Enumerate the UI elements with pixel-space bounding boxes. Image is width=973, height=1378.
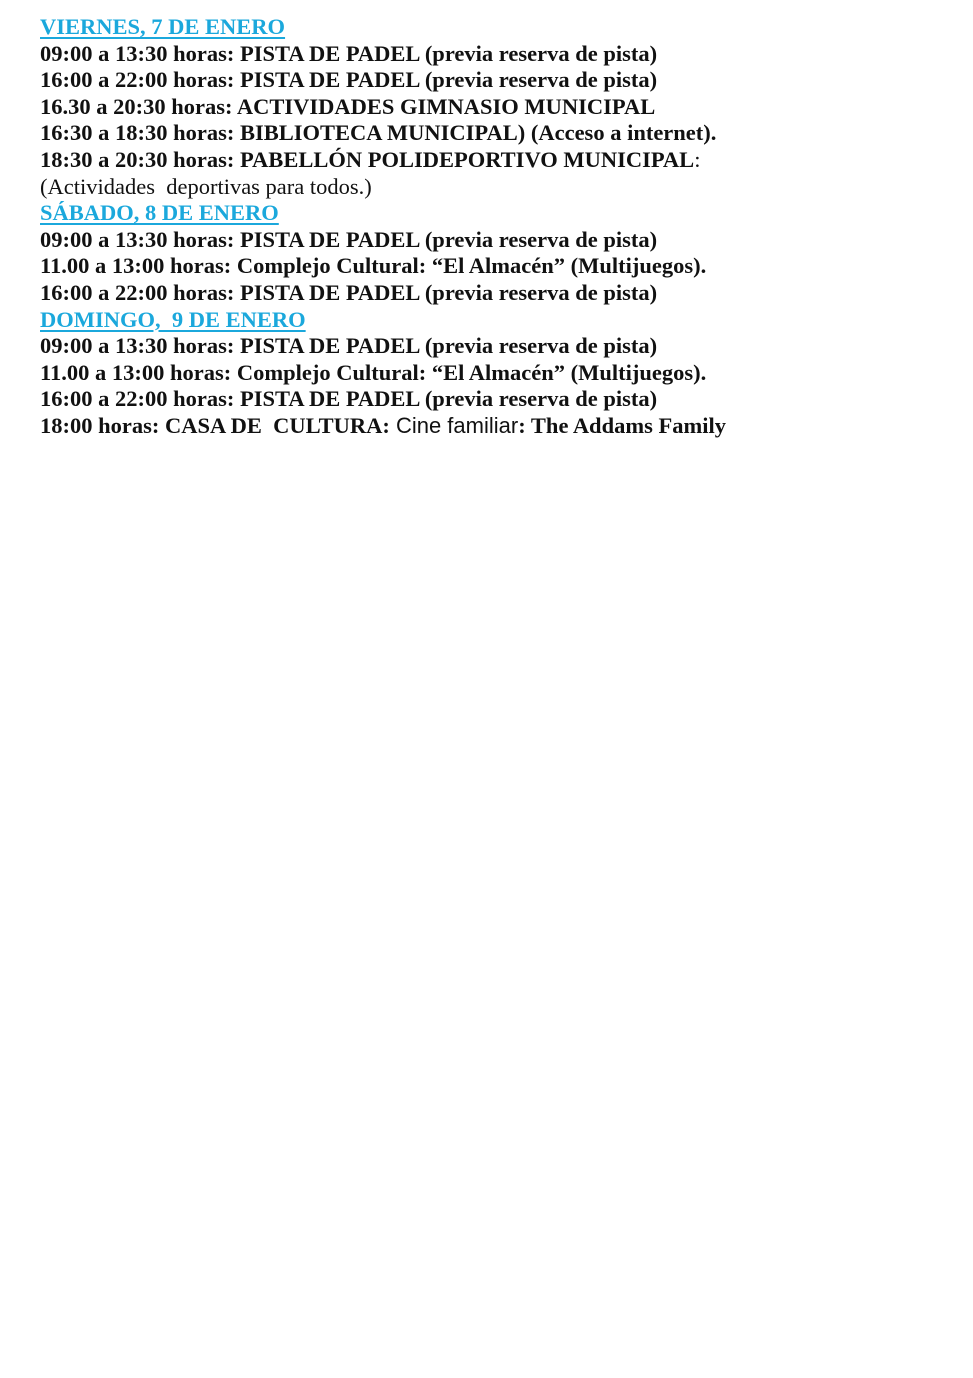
schedule-line: 16:30 a 18:30 horas: BIBLIOTECA MUNICIPAL) (Acceso a internet).: [40, 120, 717, 146]
schedule-line-cine: [40, 413, 940, 440]
cine-prefix: 18:00 horas: CASA DE CULTURA:: [40, 412, 390, 438]
cine-label: Cine familiar: [389, 412, 519, 438]
schedule-document: [40, 14, 940, 440]
schedule-note: (Actividades deportivas para todos.): [40, 173, 372, 199]
schedule-line: 09:00 a 13:30 horas: PISTA DE PADEL (previa reserva de pista): [40, 226, 658, 252]
schedule-line: [40, 147, 940, 174]
schedule-line: 09:00 a 13:30 horas: PISTA DE PADEL (previa reserva de pista): [40, 333, 658, 359]
day-heading-sabado: SÁBADO, 8 DE ENERO: [40, 200, 279, 226]
day-heading-domingo: DOMINGO, 9 DE ENERO: [40, 306, 306, 332]
schedule-line-colon: :: [694, 146, 701, 172]
schedule-line: 16:00 a 22:00 horas: PISTA DE PADEL (previa reserva de pista): [40, 386, 658, 412]
schedule-line: 16:00 a 22:00 horas: PISTA DE PADEL (previa reserva de pista): [40, 279, 658, 305]
schedule-line: 09:00 a 13:30 horas: PISTA DE PADEL (previa reserva de pista): [40, 40, 658, 66]
schedule-line: 16.30 a 20:30 horas: ACTIVIDADES GIMNASIO MUNICIPAL: [40, 93, 656, 119]
cine-colon: :: [518, 412, 526, 438]
schedule-line: 16:00 a 22:00 horas: PISTA DE PADEL (previa reserva de pista): [40, 67, 658, 93]
cine-title: The Addams Family: [525, 412, 726, 438]
day-heading-viernes: VIERNES, 7 DE ENERO: [40, 14, 286, 39]
schedule-line-text: 18:30 a 20:30 horas: PABELLÓN POLIDEPORTIVO MUNICIPAL: [40, 146, 695, 172]
schedule-line: 11.00 a 13:00 horas: Complejo Cultural: “El Almacén” (Multijuegos).: [40, 359, 707, 385]
schedule-line: 11.00 a 13:00 horas: Complejo Cultural: “El Almacén” (Multijuegos).: [40, 253, 707, 279]
